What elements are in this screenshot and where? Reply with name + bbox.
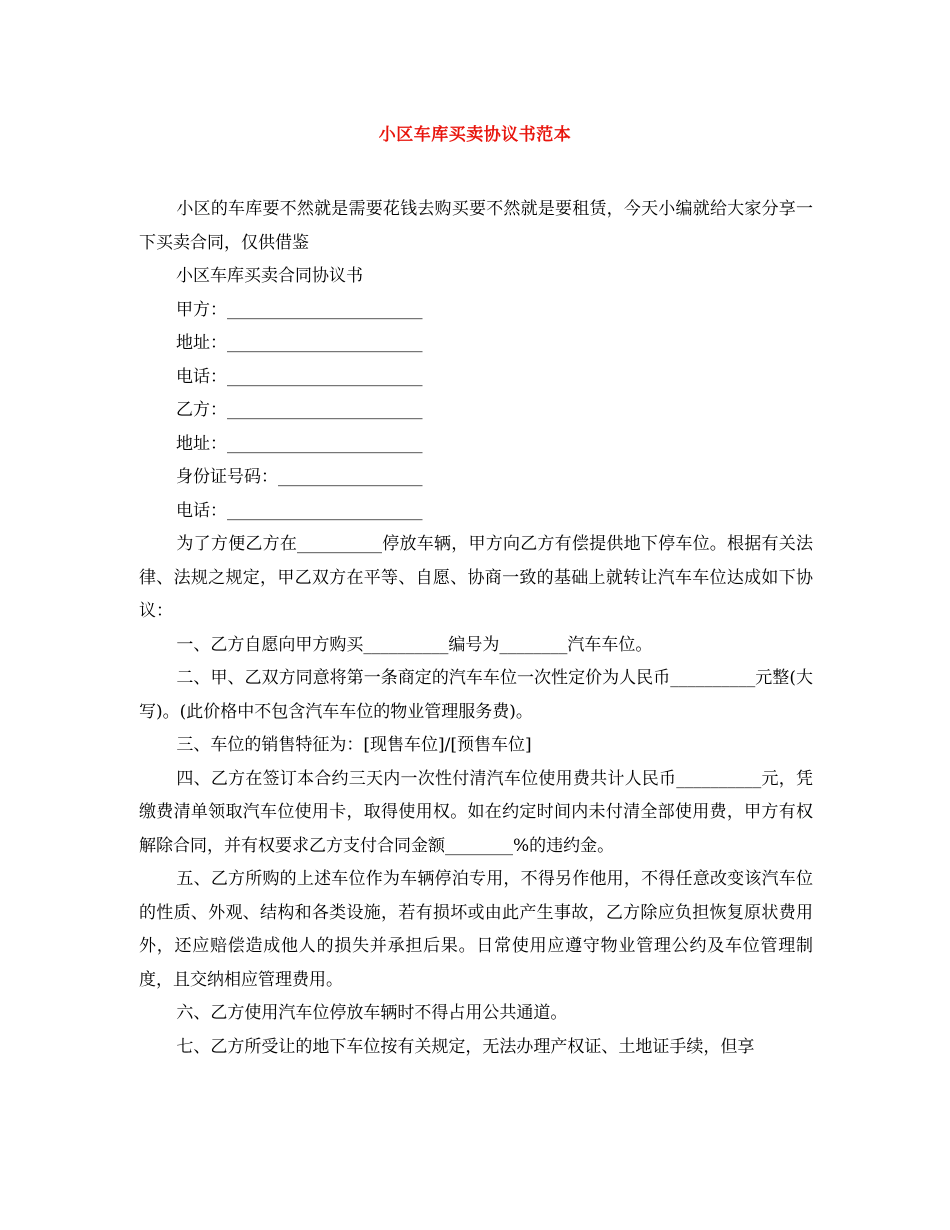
party-b-phone-field: 电话：_______________________ xyxy=(176,500,423,521)
party-b-id-number-field: 身份证号码：_________________ xyxy=(176,467,423,487)
party-b-field: 乙方：_______________________ xyxy=(176,400,423,420)
clause-2: 二、甲、乙双方同意将第一条商定的汽车车位一次性定价为人民币__________元整(大写)。(此价格中不包含汽车车位的物业管理服务费)。 xyxy=(139,668,813,722)
clause-1: 一、乙方自愿向甲方购买__________编号为________汽车车位。 xyxy=(176,634,653,655)
clause-5: 五、乙方所购的上述车位作为车辆停泊专用，不得另作他用，不得任意改变该汽车位的性质、外观、结构和各类设施，若有损坏或由此产生事故，乙方除应负担恢复原状费用外，还应赔偿造成他人的损失并承担后果。日常使用应遵守物业管理公约及车位管理制度，且交纳相应管理费用。 xyxy=(139,869,813,990)
document-body xyxy=(139,193,813,1064)
party-a-field: 甲方：_______________________ xyxy=(176,299,423,320)
party-a-phone-field: 电话：_______________________ xyxy=(176,366,423,387)
clause-7: 七、乙方所受让的地下车位按有关规定，无法办理产权证、土地证手续，但享 xyxy=(176,1036,755,1057)
party-b-address-field: 地址：_______________________ xyxy=(176,433,423,454)
document-title: 小区车库买卖协议书范本 xyxy=(378,125,572,145)
clause-4: 四、乙方在签订本合约三天内一次性付清汽车位使用费共计人民币__________元，凭缴费清单领取汽车位使用卡，取得使用权。如在约定时间内未付清全部使用费，甲方有权解除合同，并有权要求乙方支付合同金额________%的违约金。 xyxy=(139,768,813,856)
clause-3: 三、车位的销售特征为：[现售车位]/[预售车位] xyxy=(176,735,532,755)
intro-paragraph: 小区的车库要不然就是需要花钱去购买要不然就是要租赁，今天小编就给大家分享一下买卖合同，仅供借鉴 xyxy=(139,199,813,253)
preamble-paragraph: 为了方便乙方在__________停放车辆，甲方向乙方有偿提供地下停车位。根据有关法律、法规之规定，甲乙双方在平等、自愿、协商一致的基础上就转让汽车车位达成如下协议： xyxy=(139,534,813,621)
clause-6: 六、乙方使用汽车位停放车辆时不得占用公共通道。 xyxy=(176,1003,568,1023)
contract-subtitle: 小区车库买卖合同协议书 xyxy=(176,266,363,286)
party-a-address-field: 地址：_______________________ xyxy=(176,333,423,353)
